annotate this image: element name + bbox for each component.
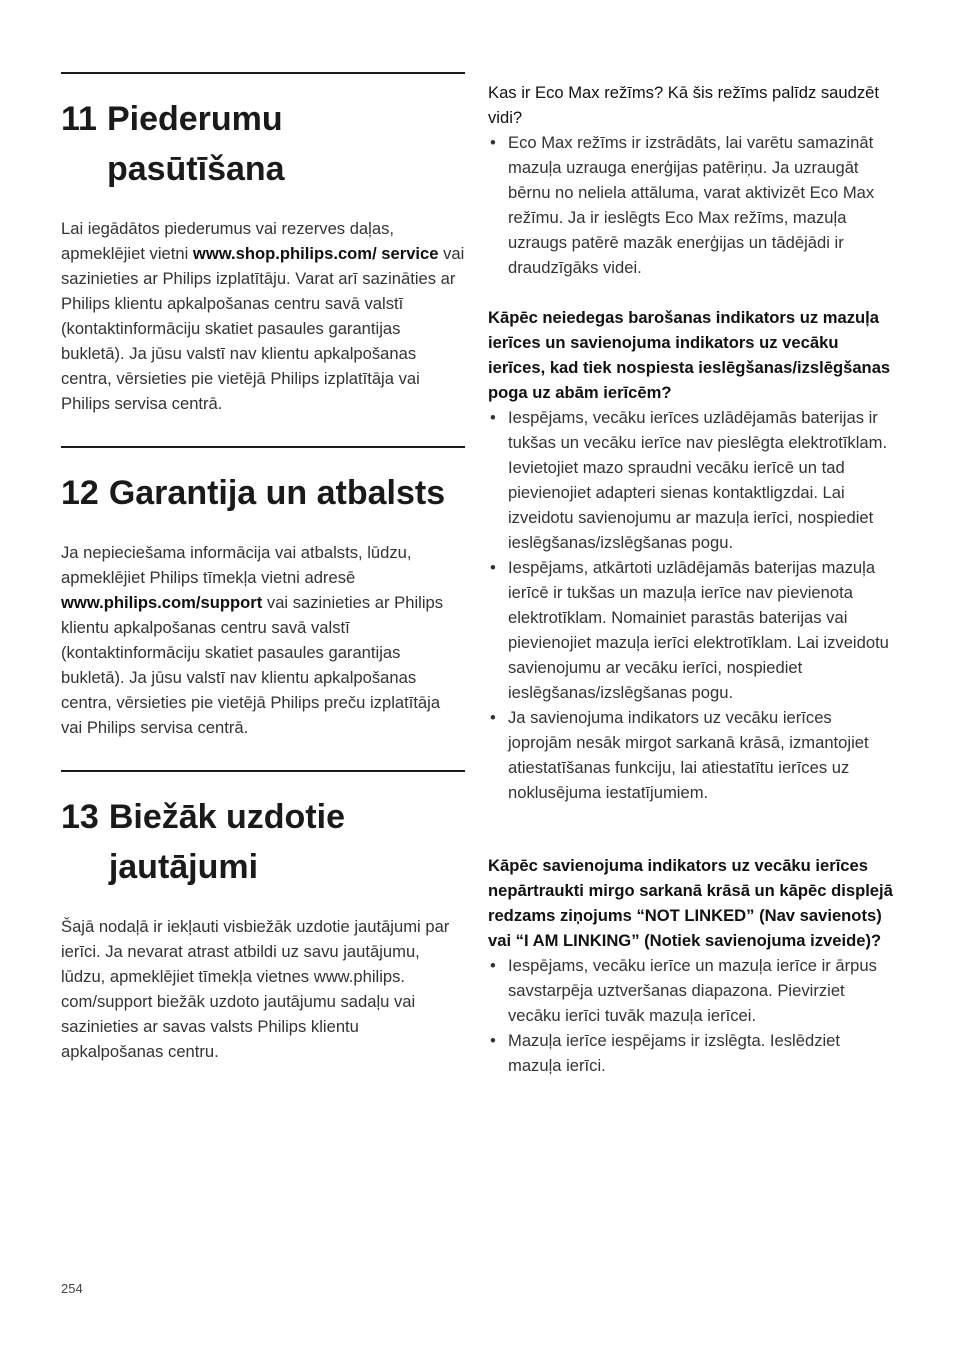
section-divider (61, 446, 465, 448)
faq-answer: • Iespējams, vecāku ierīces uzlādējamās baterijas ir tukšas un vecāku ierīce nav pieslēgta elektrotīklam. Ievietojiet mazo spraudni vecāku ierīcē un tad pievienojiet adapteri sienas kontaktligzdai. Lai izveidotu savienojumu ar mazuļa ierīci, nospiediet ieslēgšanas/izslēgšanas pogu. (488, 405, 898, 555)
section-body: Šajā nodaļā ir iekļauti visbiežāk uzdotie jautājumi par ierīci. Ja nevarat atrast atbildi uz savu jautājumu, lūdzu, apmeklējiet tīmekļa vietnes www.philips. com/support biežāk uzdoto jautājumu sadaļu vai sazinieties ar savas valsts Philips klientu apkalpošanas centru. (61, 917, 450, 1061)
section-title: Garantija un atbalsts (108, 474, 446, 512)
section-heading (61, 94, 465, 194)
faq-question: Kas ir Eco Max režīms? Kā šis režīms palīdz saudzēt vidi? (488, 83, 880, 127)
section-number: 11 (61, 100, 97, 138)
section-number: 12 (61, 474, 99, 512)
faq-answer: • Mazuļa ierīce iespējams ir izslēgta. Ieslēdziet mazuļa ierīci. (488, 1028, 898, 1078)
faq-question: Kāpēc savienojuma indikators uz vecāku ierīces nepārtraukti mirgo sarkanā krāsā un kāpēc displejā redzams ziņojums “NOT LINKED” (Nav savienots) vai “I AM LINKING” (Notiek savienojuma izveide)? (488, 856, 893, 950)
faq-answers (488, 405, 898, 805)
faq-answer: • Iespējams, atkārtoti uzlādējamās baterijas mazuļa ierīcē ir tukšas un mazuļa ierīce nav pievienota elektrotīklam. Nomainiet parastās baterijas vai pievienojiet mazuļa ierīci elektrotīklam. Lai izveidotu savienojumu ar vecāku ierīci, nospiediet ieslēgšanas/izslēgšanas pogu. (488, 555, 898, 705)
faq-question: Kāpēc neiedegas barošanas indikators uz mazuļa ierīces un savienojuma indikators uz vecāku ierīces, kad tiek nospiesta ieslēgšanas/izslēgšanas poga uz abām ierīcēm? (488, 308, 891, 402)
section-title: Biežāk uzdotie jautājumi (108, 798, 345, 886)
section-11 (61, 72, 465, 416)
section-number: 13 (61, 798, 99, 836)
section-heading (61, 792, 465, 892)
faq-item (488, 853, 898, 1078)
section-heading (61, 468, 465, 518)
faq-answer: • Ja savienojuma indikators uz vecāku ierīces joprojām nesāk mirgot sarkanā krāsā, izmantojiet atiestatīšanas funkciju, lai atiestatītu ierīces uz noklusējuma iestatījumiem. (488, 705, 898, 805)
support-link[interactable]: www.philips.com/support (61, 593, 263, 612)
section-title: Piederumu pasūtīšana (106, 100, 285, 188)
page-number: 254 (61, 1281, 83, 1296)
section-divider (61, 770, 465, 772)
section-13 (61, 770, 465, 1064)
faq-answer: • Iespējams, vecāku ierīce un mazuļa ierīce ir ārpus savstarpēja uztveršanas diapazona. Pievirziet vecāku ierīci tuvāk mazuļa ierīcei. (488, 953, 898, 1028)
faq-item (488, 80, 898, 280)
shop-link[interactable]: www.shop.philips.com/ service (192, 244, 439, 263)
section-body: Lai iegādātos piederumus vai rezerves daļas, apmeklējiet vietni www.shop.philips.com/ service vai sazinieties ar Philips izplatītāju. Varat arī sazināties ar Philips klientu apkalpošanas centru savā valstī (kontaktinformāciju skatiet pasaules garantijas bukletā). Ja jūsu valstī nav klientu apkalpošanas centra, vērsieties pie vietējā Philips izplatītāja vai Philips servisa centrā. (61, 219, 465, 413)
faq-answers (488, 953, 898, 1078)
section-divider (61, 72, 465, 74)
faq-answers (488, 130, 898, 280)
faq-item (488, 305, 898, 805)
section-12 (61, 446, 465, 740)
faq-answer: • Eco Max režīms ir izstrādāts, lai varētu samazināt mazuļa uzrauga enerģijas patēriņu. Ja uzraugāt bērnu no neliela attāluma, varat aktivizēt Eco Max režīmu. Ja ir ieslēgts Eco Max režīms, mazuļa uzraugs patērē mazāk enerģijas un tādējādi ir draudzīgāks videi. (488, 130, 898, 280)
section-body: Ja nepieciešama informācija vai atbalsts, lūdzu, apmeklējiet Philips tīmekļa vietni adresē www.philips.com/support vai sazinieties ar Philips klientu apkalpošanas centru savā valstī (kontaktinformāciju skatiet pasaules garantijas bukletā). Ja jūsu valstī nav klientu apkalpošanas centra, vērsieties pie vietējā Philips preču izplatītāja vai Philips servisa centrā. (61, 543, 444, 737)
